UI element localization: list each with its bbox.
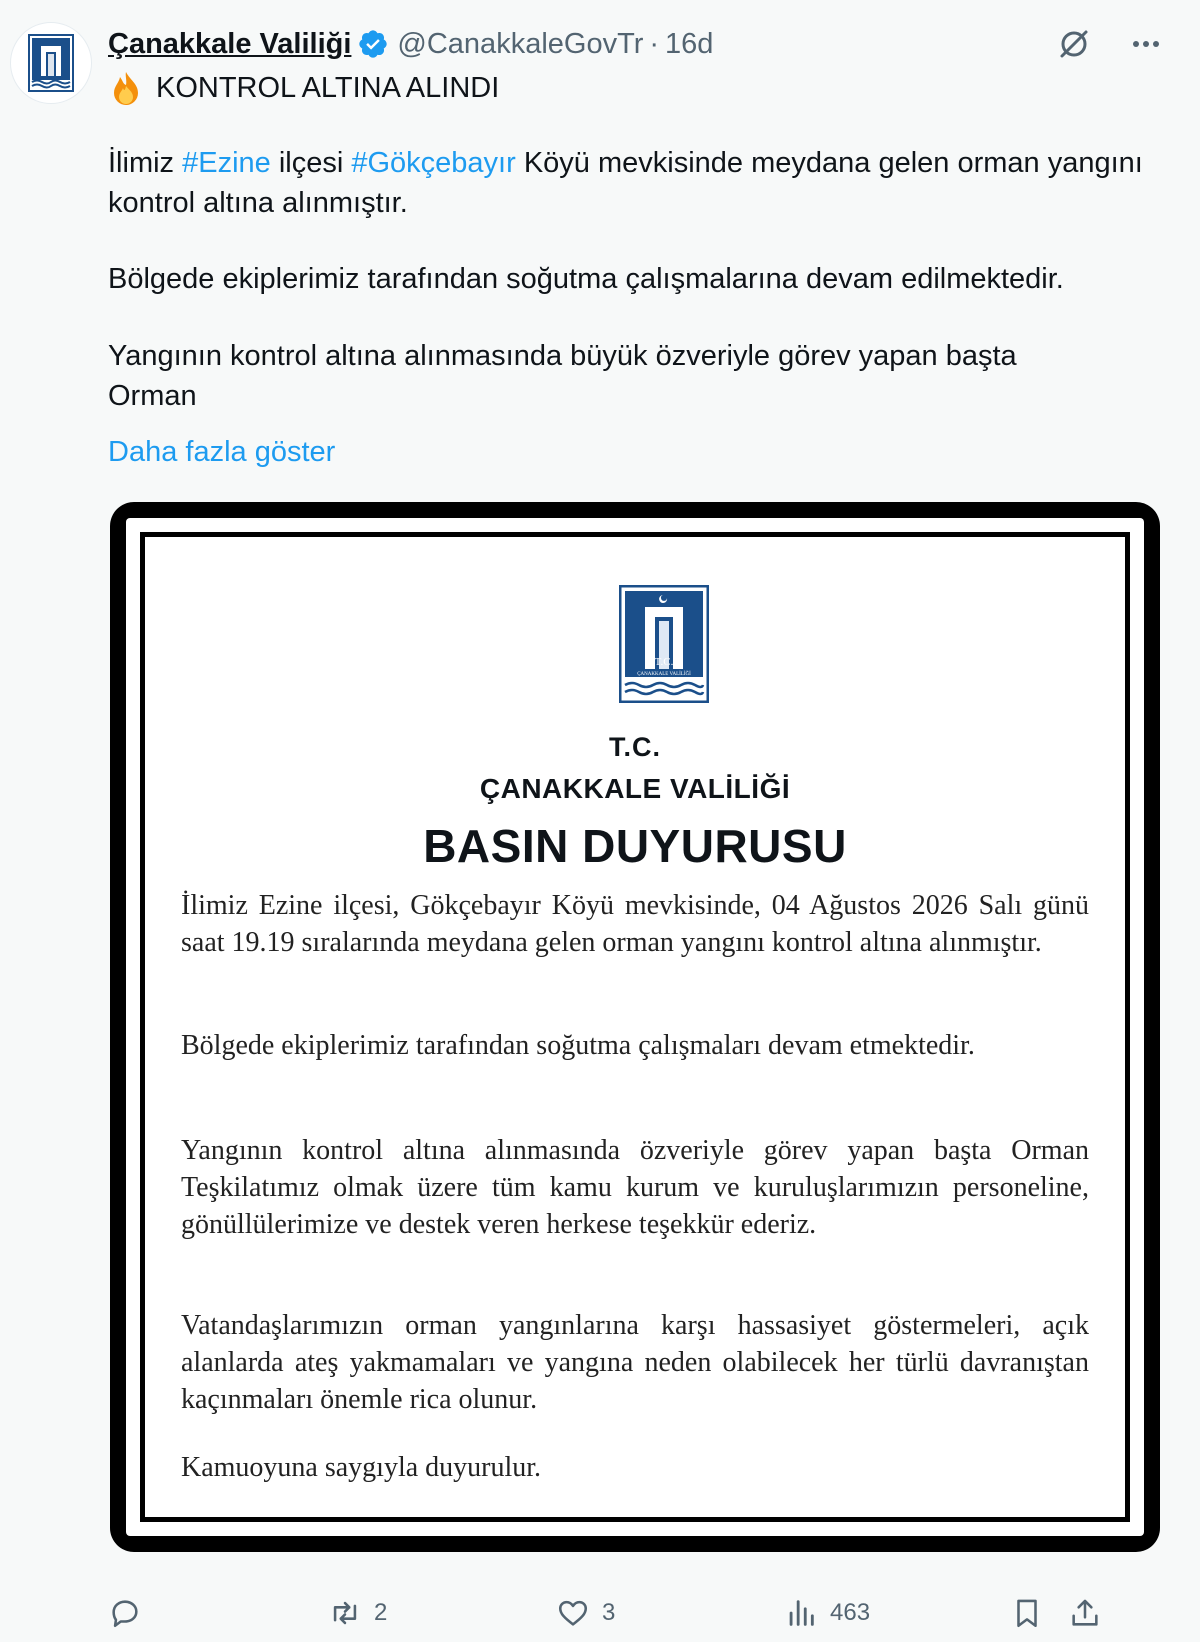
display-name[interactable]: Çanakkale Valiliği bbox=[108, 27, 352, 60]
top-actions bbox=[1056, 26, 1164, 62]
text-segment: Köyü mevkisinde meydana gelen orman yangını kontrol altına alınmıştır. bbox=[108, 147, 1143, 219]
repost-count: 2 bbox=[374, 1599, 388, 1626]
verified-badge-icon[interactable] bbox=[357, 28, 389, 60]
text-segment: İlimiz bbox=[108, 147, 183, 179]
text-segment: ilçesi bbox=[270, 147, 352, 179]
share-icon bbox=[1068, 1596, 1102, 1630]
show-more-link[interactable]: Daha fazla göster bbox=[108, 436, 336, 468]
logo-subtext: ÇANAKKALE VALİLİĞİ bbox=[637, 672, 691, 677]
bookmark-icon bbox=[1010, 1596, 1044, 1630]
like-button[interactable] bbox=[556, 1596, 615, 1630]
hashtag-gokcebayir[interactable]: #Gökçebayır bbox=[351, 147, 516, 179]
press-release-image[interactable] bbox=[110, 502, 1160, 1552]
views-button[interactable] bbox=[784, 1596, 870, 1630]
tweet-paragraph-3: Yangının kontrol altına alınmasında büyük özveriyle görev yapan başta Orman bbox=[108, 340, 1017, 412]
views-chart-icon bbox=[784, 1596, 818, 1630]
handle[interactable]: @CanakkaleGovTr bbox=[397, 27, 644, 60]
repost-icon bbox=[328, 1596, 362, 1630]
press-paragraph-1: İlimiz Ezine ilçesi, Gökçebayır Köyü mevkisinde, 04 Ağustos 2026 Salı günü saat 19.19 sıralarında meydana gelen orman yangını kontrol altına alınmıştır. bbox=[181, 890, 1089, 958]
repost-button[interactable] bbox=[328, 1596, 387, 1630]
tweet-header bbox=[108, 24, 713, 64]
timestamp[interactable]: 16d bbox=[665, 27, 714, 60]
press-release-frame bbox=[140, 532, 1130, 1522]
press-paragraph-2: Bölgede ekiplerimiz tarafından soğutma çalışmaları devam etmektedir. bbox=[181, 1030, 975, 1061]
tweet-title: KONTROL ALTINA ALINDI bbox=[156, 71, 500, 104]
press-paragraph-5: Kamuoyuna saygıyla duyurulur. bbox=[181, 1452, 542, 1483]
fire-emoji-icon bbox=[108, 70, 144, 106]
press-tc: T.C. bbox=[608, 732, 661, 762]
action-bar bbox=[108, 1596, 1168, 1640]
press-org: ÇANAKKALE VALİLİĞİ bbox=[479, 773, 791, 804]
avatar[interactable] bbox=[10, 22, 92, 104]
valilik-emblem-icon bbox=[619, 585, 709, 703]
more-icon[interactable] bbox=[1128, 26, 1164, 62]
heart-icon bbox=[556, 1596, 590, 1630]
reply-icon bbox=[108, 1596, 142, 1630]
view-count: 463 bbox=[830, 1599, 871, 1626]
separator-dot: · bbox=[649, 27, 660, 60]
tweet-paragraph-2: Bölgede ekiplerimiz tarafından soğutma çalışmalarına devam edilmektedir. bbox=[108, 263, 1064, 295]
logo-tc-text: T.C. bbox=[654, 656, 674, 668]
tweet-title-line bbox=[108, 70, 499, 106]
press-heading: BASIN DUYURUSU bbox=[423, 820, 847, 872]
valilik-logo-icon bbox=[28, 34, 74, 92]
share-button[interactable] bbox=[1068, 1596, 1102, 1630]
press-paragraph-3: Yangının kontrol altına alınmasında özveriyle görev yapan başta Orman Teşkilatımız olmak üzere tüm kamu kurum ve kuruluşlarımızın personeline, gönüllülerimize ve destek veren herkese teşekkür ederiz. bbox=[181, 1135, 1089, 1240]
press-release-page bbox=[126, 518, 1144, 1536]
like-count: 3 bbox=[602, 1599, 616, 1626]
reply-button[interactable] bbox=[108, 1596, 142, 1630]
tweet-paragraph-1 bbox=[108, 143, 1168, 223]
bookmark-button[interactable] bbox=[1010, 1596, 1044, 1630]
grok-icon[interactable] bbox=[1056, 26, 1092, 62]
hashtag-ezine[interactable]: #Ezine bbox=[182, 147, 271, 179]
press-paragraph-4: Vatandaşlarımızın orman yangınlarına karşı hassasiyet göstermeleri, açık alanlarda ateş yakmamaları ve yangına neden olabilecek her türlü davranıştan kaçınmaları önemle rica olunur. bbox=[181, 1310, 1089, 1415]
